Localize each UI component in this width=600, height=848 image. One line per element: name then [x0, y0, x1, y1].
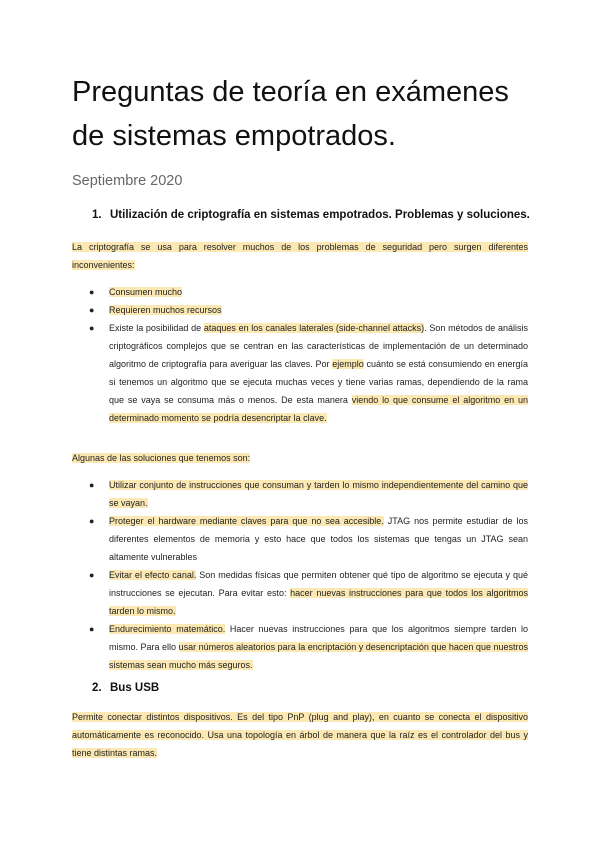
section-1-number: 1. — [92, 209, 102, 221]
problems-list — [72, 283, 528, 427]
highlighted-text: Endurecimiento matemático. — [109, 624, 226, 634]
highlighted-text: Proteger el hardware mediante claves para que no sea accesible. — [109, 516, 384, 526]
highlighted-text: Requieren muchos recursos — [109, 305, 222, 315]
section-1-heading-text: Utilización de criptografía en sistemas empotrados. Problemas y soluciones. — [110, 209, 530, 221]
section-1-intro — [72, 238, 528, 274]
highlighted-text: hacer nuevas instrucciones para que todos los algoritmos tarden lo mismo. — [109, 588, 528, 616]
solutions-list — [72, 476, 528, 674]
bullet-icon: ● — [89, 305, 95, 315]
list-item — [72, 301, 528, 319]
bullet-icon: ● — [89, 323, 95, 333]
highlighted-text: Utilizar conjunto de instrucciones que consuman y tarden lo mismo independientemente del camino que se vayan. — [109, 480, 528, 508]
highlighted-text: ataques en los canales laterales (side-channel attacks) — [203, 323, 425, 333]
bullet-icon: ● — [89, 287, 95, 297]
highlighted-text: viendo lo que consume el algoritmo en un determinado momento se podría desencriptar la clave. — [109, 395, 528, 423]
section-2-number: 2. — [92, 682, 102, 694]
section-2-heading-text: Bus USB — [110, 682, 160, 694]
list-item — [72, 319, 528, 427]
highlighted-text: Algunas de las soluciones que tenemos son: — [72, 453, 251, 463]
list-item — [72, 566, 528, 620]
solutions-intro — [72, 449, 528, 467]
highlighted-text: ejemplo — [332, 359, 364, 369]
text-run: cuánto se está consumiendo en energía si tenemos un algoritmo que se ejecuta muchas veces y tiene varias ramas, dependiendo de la rama que se vaya se consuma más o menos. De esta manera — [109, 359, 528, 405]
text-run: . Son métodos de análisis criptográficos complejos que se centran en las características de implementación de un determinado algoritmo de criptografía para averiguar las claves. Por — [109, 323, 529, 369]
text-run: Existe la posibilidad de — [109, 323, 204, 333]
document-subtitle: Septiembre 2020 — [72, 173, 183, 189]
section-2-body — [72, 708, 528, 762]
text-run: Hacer nuevas instrucciones para que los algoritmos siempre tarden lo mismo. Para ello — [109, 624, 528, 652]
list-item — [72, 620, 528, 674]
list-item — [72, 283, 528, 301]
list-item — [72, 512, 528, 566]
document-title: Preguntas de teoría en exámenes de sistemas empotrados. — [72, 76, 509, 152]
section-2-heading — [92, 682, 159, 694]
highlighted-text: Evitar el efecto canal. — [109, 570, 197, 580]
highlighted-text: usar números aleatorios para la encriptación y desencriptación que hacen que nuestros sistemas sean mucho más seguros. — [109, 642, 528, 670]
highlighted-text: Consumen mucho — [109, 287, 183, 297]
bullet-icon: ● — [89, 570, 95, 580]
list-item — [72, 476, 528, 512]
section-1-heading — [92, 209, 530, 221]
bullet-icon: ● — [89, 516, 95, 526]
text-run: JTAG nos permite estudiar de los diferentes elementos de memoria y esto hace que todos los sistemas que tengas un JTAG sean altamente vulnerables — [109, 516, 528, 562]
text-run: Son medidas físicas que permiten obtener qué tipo de algoritmo se ejecuta y qué instrucciones se ejecutan. Para evitar esto: — [109, 570, 528, 598]
highlighted-text: Permite conectar distintos dispositivos. Es del tipo PnP (plug and play), en cuanto se conecta el dispositivo automáticamente es reconocido. Usa una topología en árbol de manera que la raíz es el controlador del bus y tiene distintas ramas. — [72, 712, 528, 758]
bullet-icon: ● — [89, 624, 95, 634]
bullet-icon: ● — [89, 480, 95, 490]
highlighted-text: La criptografía se usa para resolver muchos de los problemas de seguridad pero surgen diferentes inconvenientes: — [72, 242, 528, 270]
